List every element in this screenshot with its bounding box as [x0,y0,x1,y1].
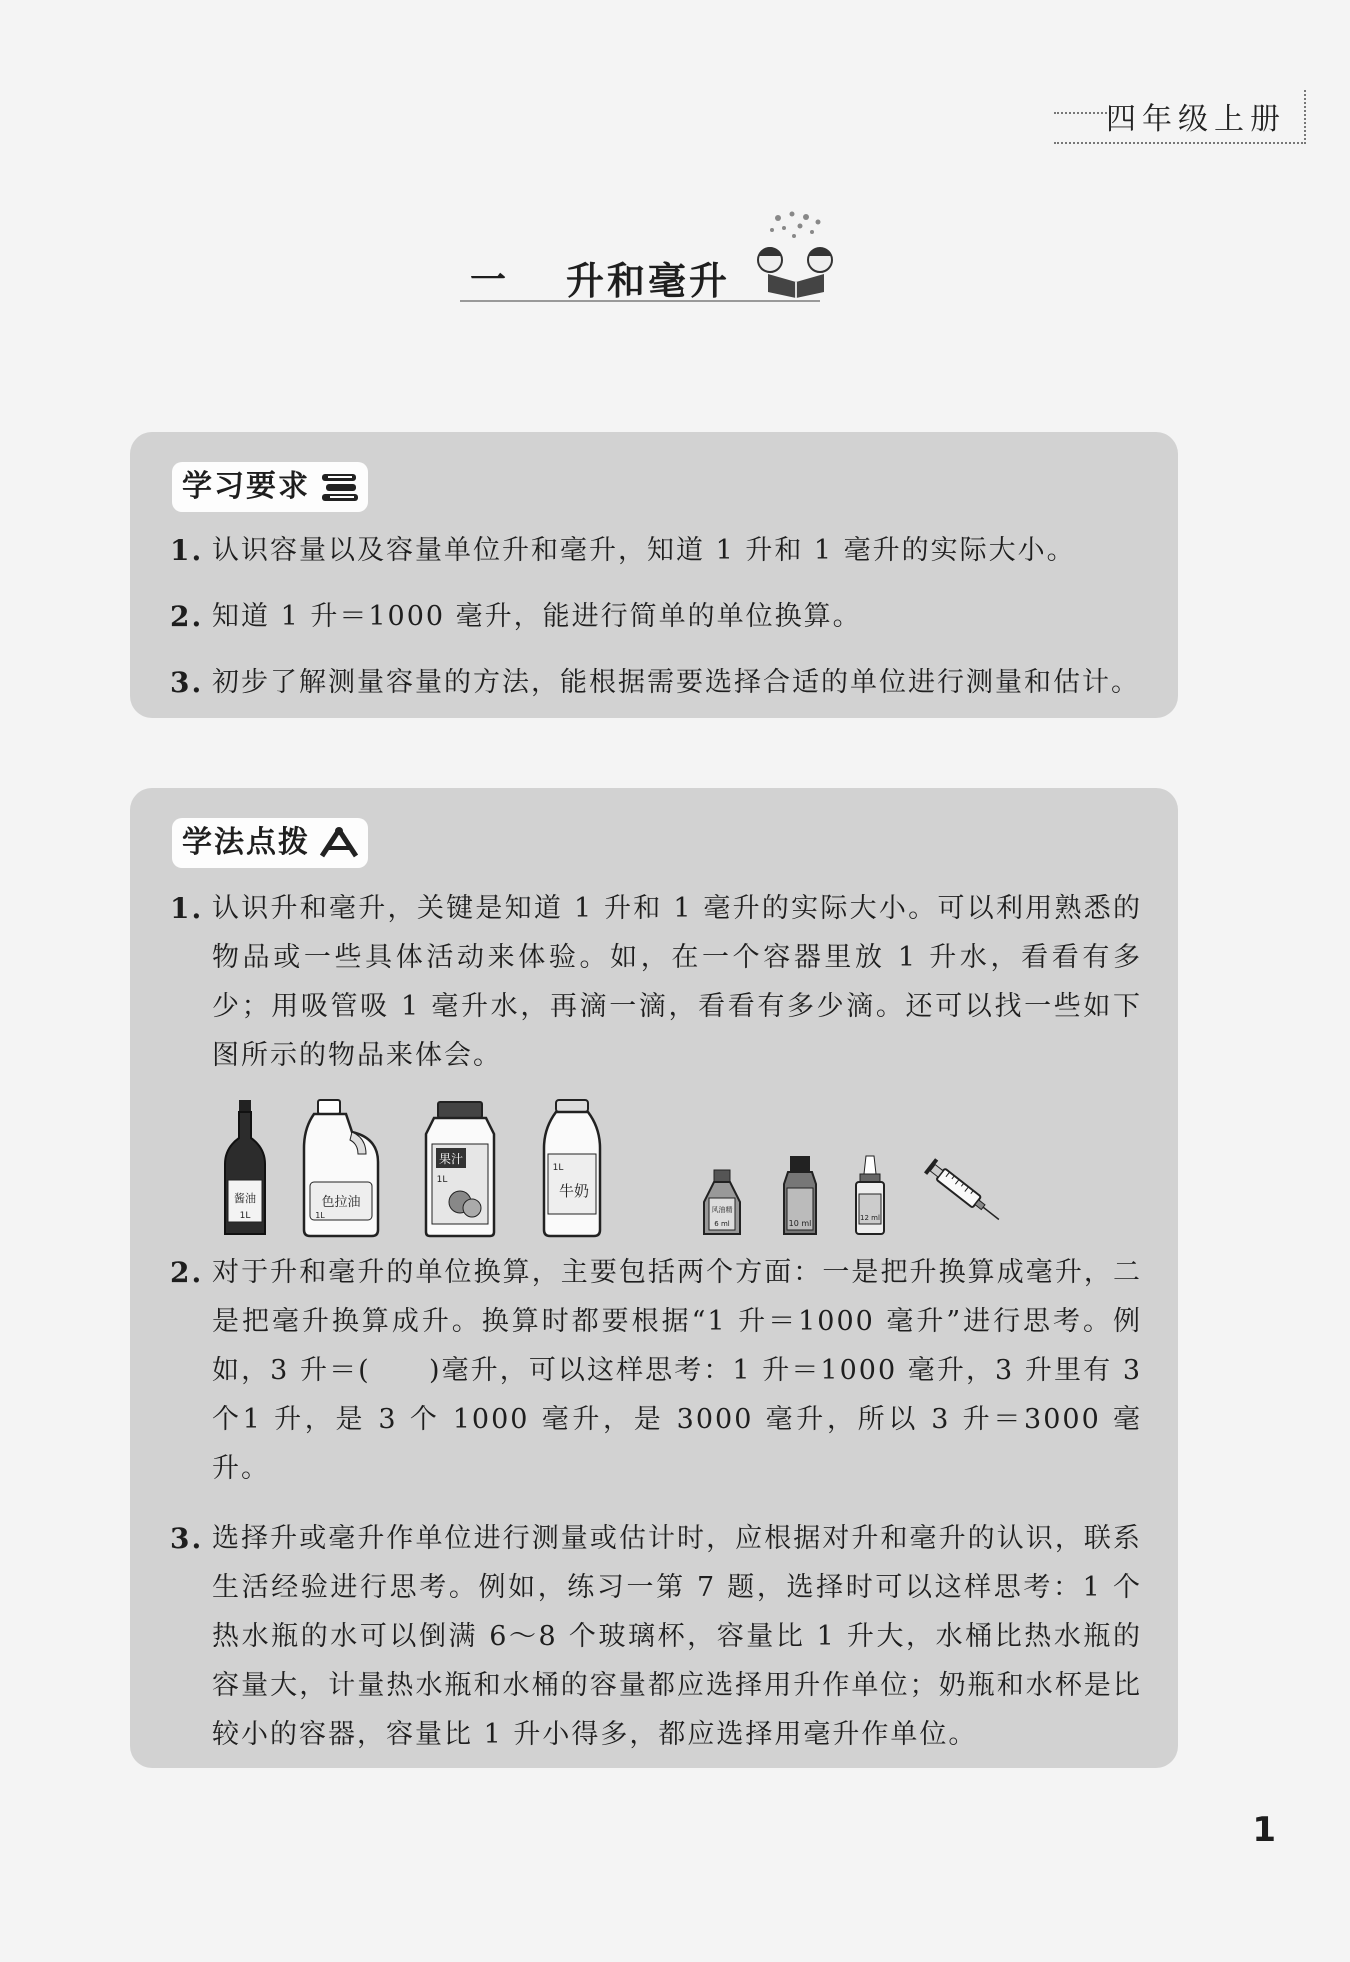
dotted-rule [1054,112,1114,114]
grade-tag [1054,90,1306,144]
item-number: 3. [170,666,204,699]
compass-icon [318,826,360,860]
item-number: 1. [170,534,204,567]
study-tips-card [130,788,1178,1768]
section-heading [172,818,368,868]
grade-label: 四年级上册 [1106,102,1286,137]
product-name: 色拉油 [321,1195,361,1210]
product-volume: 10 ml [788,1219,812,1228]
juice-bottle [420,1100,500,1238]
item-number: 2. [170,600,204,633]
chapter-heading [470,240,870,303]
medicine-bottle [780,1154,820,1238]
chapter-underline [460,300,820,302]
section-heading-label: 学法点拨 [182,825,310,860]
tip-item [170,1248,1142,1493]
syringe [920,1148,1010,1238]
reading-kids-icon [748,208,844,298]
item-number: 1. [170,892,204,925]
section-heading [172,462,368,512]
product-volume: 1L [239,1211,251,1221]
item-text: 初步了解测量容量的方法，能根据需要选择合适的单位进行测量和估计。 [212,667,1140,698]
product-name: 酱油 [234,1192,256,1205]
item-text: 认识升和毫升，关键是知道 1 升和 1 毫升的实际大小。可以利用熟悉的物品或一些具体活动来体验。如，在一个容器里放 1 升水，看看有多少；用吸管吸 1 毫升水，再滴一滴，看看有多少滴。还可以找一些如下图所示的物品来体会。 [212,893,1142,1071]
product-volume: 1L [315,1211,325,1220]
book-stack-icon [320,470,360,504]
requirement-item [170,592,1142,641]
eye-drop-bottle [850,1154,890,1238]
product-illustrations [220,1088,1040,1238]
soy-sauce-bottle [220,1098,270,1238]
product-name: 风油精 [711,1206,733,1214]
section-heading-label: 学习要求 [182,469,310,504]
item-number: 3. [170,1522,204,1555]
item-text: 选择升或毫升作单位进行测量或估计时，应根据对升和毫升的认识，联系生活经验进行思考。例如，练习一第 7 题，选择时可以这样思考：1 个热水瓶的水可以倒满 6～8 个玻璃杯，容量比 1 升大，水桶比热水瓶的容量大，计量热水瓶和水桶的容量都应选择用升作单位；奶瓶和水杯是比较小的容器，容量比 1 升小得多，都应选择用毫升作单位。 [212,1523,1142,1750]
learning-requirements-card [130,432,1178,718]
product-name: 牛奶 [558,1182,590,1200]
item-text: 认识容量以及容量单位升和毫升，知道 1 升和 1 毫升的实际大小。 [212,535,1076,566]
requirement-item [170,526,1142,575]
chapter-number: 一 [470,259,507,301]
tip-item [170,1514,1142,1759]
chapter-title: 升和毫升 [566,258,731,303]
tip-item [170,884,1142,1080]
product-volume: 6 ml [714,1220,730,1228]
page-number: 1 [1252,1810,1276,1850]
milk-bottle [540,1098,604,1238]
product-volume: 1L [552,1163,564,1173]
item-number: 2. [170,1256,204,1289]
item-text: 对于升和毫升的单位换算，主要包括两个方面：一是把升换算成毫升，二是把毫升换算成升。换算时都要根据“1 升＝1000 毫升”进行思考。例如，3 升＝( )毫升，可以这样思考：1 升＝1000 毫升，3 升里有 3 个1 升，是 3 个 1000 毫升，是 3000 毫升，所以 3 升＝3000 毫升。 [212,1257,1142,1484]
item-text: 知道 1 升＝1000 毫升，能进行简单的单位换算。 [212,601,862,632]
product-name: 果汁 [438,1152,464,1166]
salad-oil-jug [300,1098,382,1238]
requirement-item [170,658,1142,707]
balm-bottle [700,1168,744,1238]
product-volume: 1L [436,1175,448,1185]
product-volume: 12 ml [860,1214,880,1222]
